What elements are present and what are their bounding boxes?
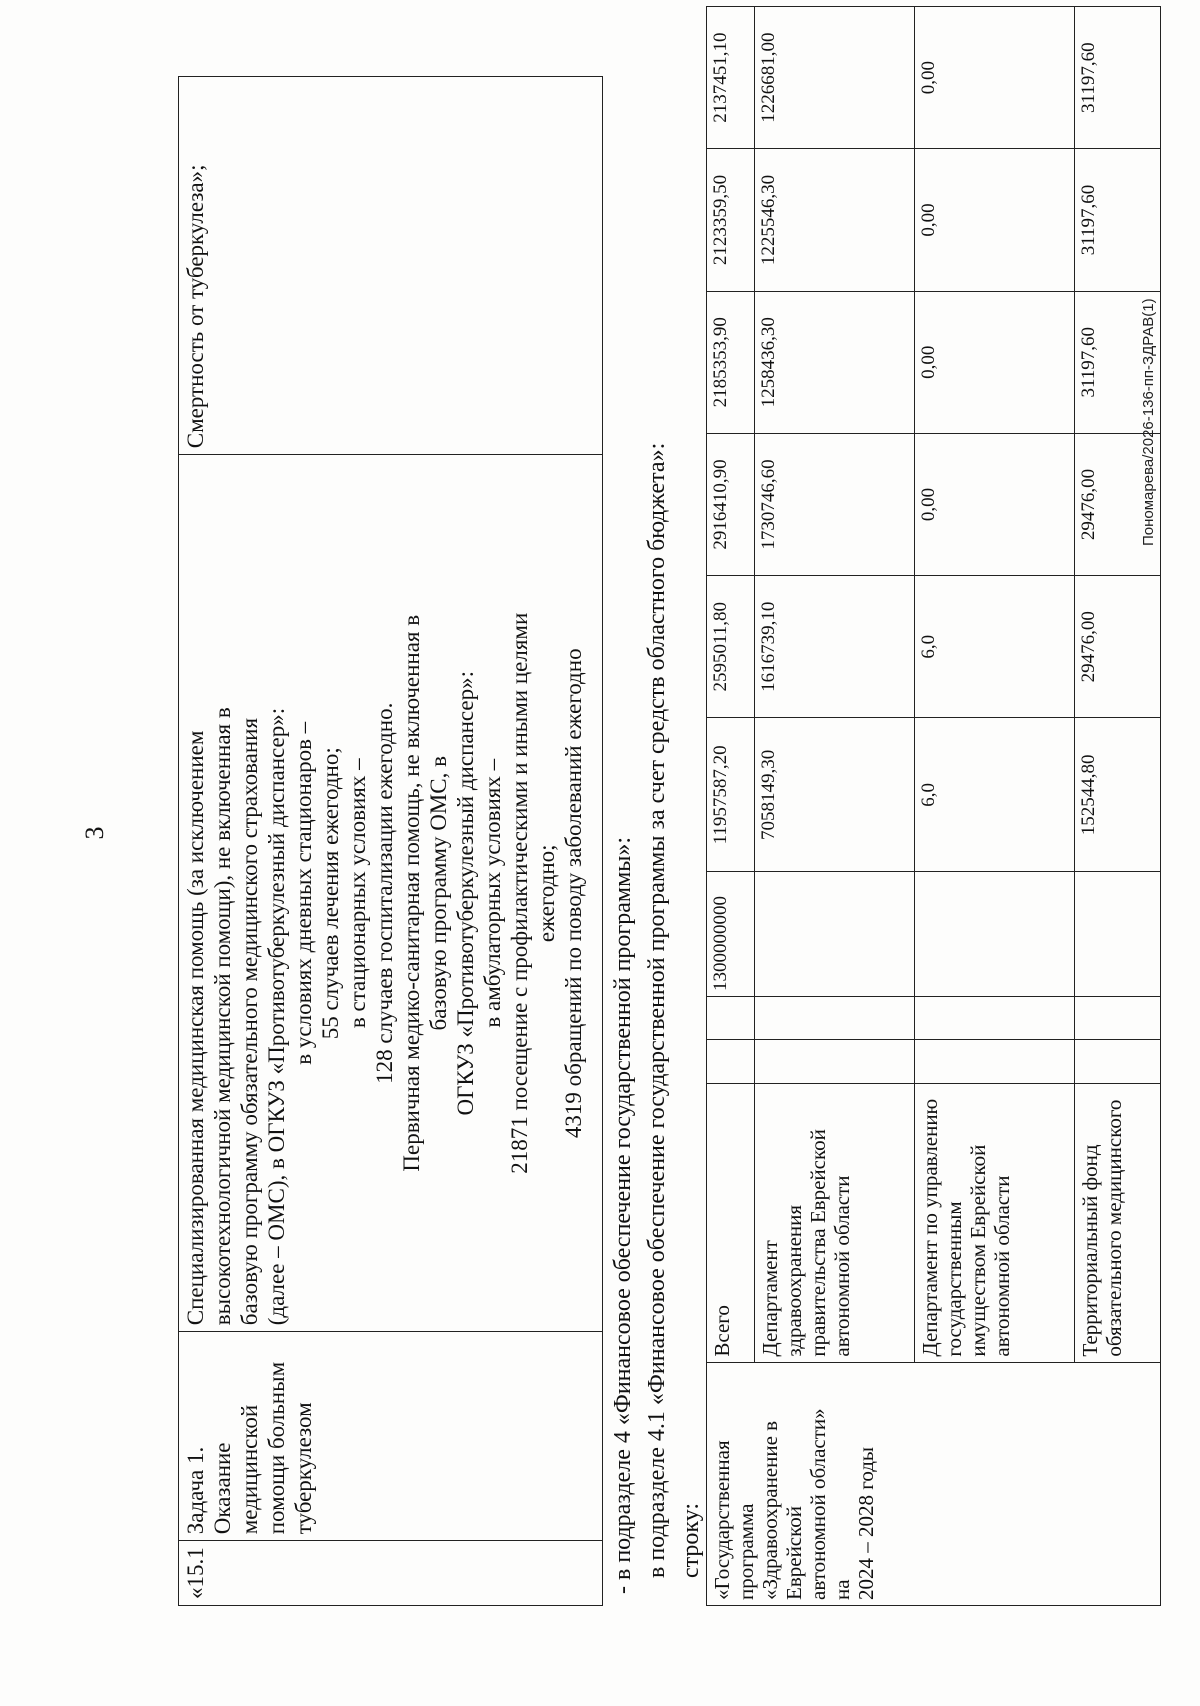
task-title [179,1332,603,1541]
executor-cell: Департамент здравоохранения правительства Еврейской автономной области [755,1083,915,1362]
task-title-line: Оказание медицинской [210,1404,262,1535]
value-cell: 1616739,10 [755,576,915,718]
program-line: автономной области» [806,1408,830,1600]
value-cell: 11957587,20 [707,718,755,872]
value-cell: 29476,00 [1075,576,1161,718]
description-line: 4319 обращений по поводу заболеваний ежегодно [561,648,586,1139]
table-row [707,7,755,1606]
value-cell: 6,0 [915,576,1075,718]
code-cell [1075,872,1161,997]
empty-cell [915,1040,1075,1084]
table-row [179,77,603,1606]
description-line: 55 случаев лечения ежегодно; [318,747,343,1040]
description-line: Специализированная медицинская помощь (за исключением [183,730,208,1326]
empty-cell [707,996,755,1040]
task-title-line: Задача 1. [183,1446,208,1535]
executor-cell: Всего [707,1083,755,1362]
empty-cell [915,996,1075,1040]
task-title-line: помощи больным [264,1361,289,1535]
value-cell: 1258436,30 [755,291,915,433]
description-line: 128 случаев госпитализации ежегодно. [372,702,397,1084]
description-line: в условиях дневных стационаров – [291,721,316,1065]
description-line: (далее – ОМС), в ОГКУЗ «Противотуберкулезный диспансер»: [264,707,289,1326]
executor-cell: Территориальный фонд обязательного медицинского [1075,1083,1161,1362]
description-line: Первичная медико-санитарная помощь, не включенная в [399,614,424,1172]
section-line: в подразделе 4.1 «Финансовое обеспечение государственной программы за счет средств областного бюджета»: [644,442,670,1578]
value-cell: 31197,60 [1075,291,1161,433]
description-line: 21871 посещение с профилактическими и иными целями [507,612,532,1174]
description-line: ОГКУЗ «Противотуберкулезный диспансер»: [453,671,478,1116]
empty-cell [755,1040,915,1084]
program-line: «Здравоохранение в [758,1420,782,1600]
value-cell: 29476,00 [1075,433,1161,575]
code-cell: 1300000000 [707,872,755,997]
empty-cell [755,996,915,1040]
value-cell: 0,00 [915,7,1075,149]
value-cell: 7058149,30 [755,718,915,872]
program-line: на [830,1579,854,1600]
indicator-cell: Смертность от туберкулеза»; [179,77,603,455]
code-cell [755,872,915,997]
value-cell: 0,00 [915,433,1075,575]
program-line: программа [734,1503,758,1600]
task-description [179,455,603,1332]
value-cell: 0,00 [915,149,1075,291]
section-line: - в подразделе 4 «Финансовое обеспечение государственной программы»: [610,836,636,1594]
program-line: Еврейской [782,1506,806,1600]
value-cell: 6,0 [915,718,1075,872]
task-number: «15.1 [179,1541,603,1606]
code-cell [915,872,1075,997]
value-cell: 2123359,50 [707,149,755,291]
value-cell: 1730746,60 [755,433,915,575]
program-line: «Государственная [710,1440,734,1600]
value-cell: 31197,60 [1075,7,1161,149]
description-line: в стационарных условиях – [345,758,370,1029]
description-line: базовую программу обязательного медицинского страхования [237,717,262,1326]
empty-cell [1075,996,1161,1040]
program-line: 2024 – 2028 годы [854,1446,878,1600]
task-title-line: туберкулезом [291,1402,316,1535]
empty-cell [1075,1040,1161,1084]
empty-cell [707,1040,755,1084]
description-line: высокотехнологичной медицинской помощи), не включенная в [210,707,235,1326]
description-line: базовую программу ОМС, в [426,756,451,1031]
value-cell: 152544,80 [1075,718,1161,872]
value-cell: 2137451,10 [707,7,755,149]
description-line: в амбулаторных условиях – [480,758,505,1028]
value-cell: 2185353,90 [707,291,755,433]
value-cell: 31197,60 [1075,149,1161,291]
value-cell: 0,00 [915,291,1075,433]
value-cell: 2595011,80 [707,576,755,718]
value-cell: 1225546,30 [755,149,915,291]
finance-table [706,6,1161,1606]
description-line: ежегодно; [534,844,559,943]
task-table [178,76,603,1606]
section-line: строку: [678,1502,704,1578]
executor-cell: Департамент по управлению государственным имуществом Еврейской автономной области [915,1083,1075,1362]
value-cell: 2916410,90 [707,433,755,575]
program-name-cell [707,1362,1161,1605]
page-number: 3 [80,826,109,840]
value-cell: 1226681,00 [755,7,915,149]
footer-code: Пономарева/2026-136-пп-ЗДРАВ(1) [1140,298,1157,546]
